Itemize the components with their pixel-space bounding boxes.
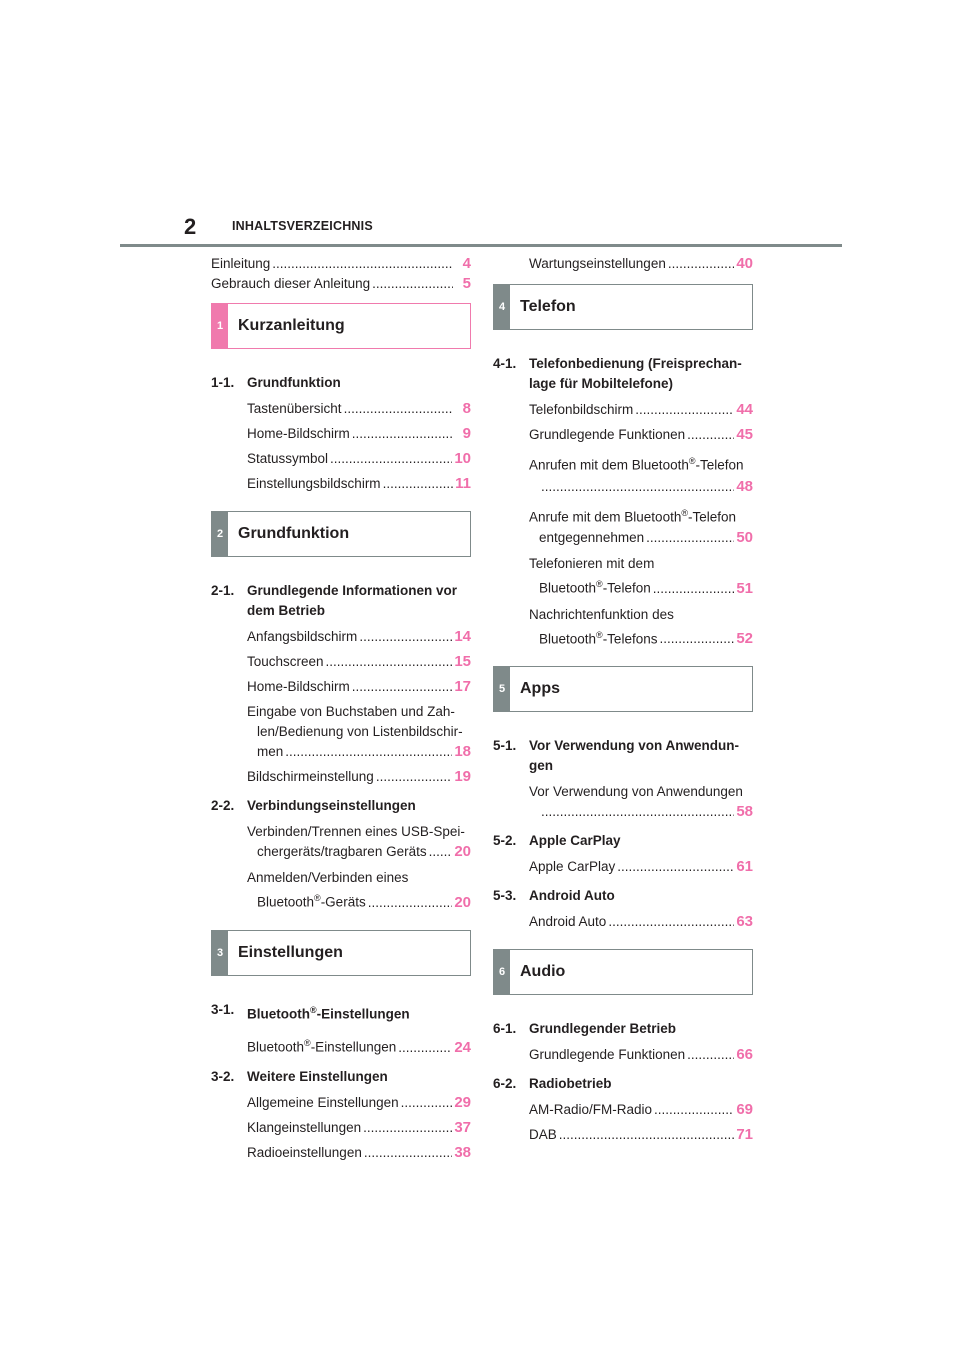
page-link[interactable]: 51 xyxy=(736,579,753,597)
page-link[interactable]: 58 xyxy=(736,803,753,820)
toc-left-column xyxy=(211,254,471,1162)
chapter-tab: 2 xyxy=(212,512,228,556)
section-heading: 3-2. Weitere Einstellungen xyxy=(211,1068,388,1084)
page-link[interactable]: 40 xyxy=(736,255,753,272)
toc-entry[interactable]: Anmelden/Verbinden eines Bluetooth®-Geräts ..... 20 xyxy=(211,867,471,912)
toc-entry[interactable]: Bildschirmeinstellung ..... 19 xyxy=(211,767,471,786)
section-heading: 4-1. Telefonbedienung (Freisprechan- lage für Mobiltelefone) xyxy=(493,356,742,391)
chapter-tab: 5 xyxy=(494,667,510,711)
toc-entry[interactable]: Grundlegende Funktionen ..... 45 xyxy=(493,425,753,444)
toc-entry[interactable]: Bluetooth®-Einstellungen ..... 24 xyxy=(211,1034,471,1057)
toc-entry[interactable]: Apple CarPlay ..... 61 xyxy=(493,857,753,876)
toc-entry[interactable]: Home-Bildschirm ..... 9 xyxy=(211,424,471,443)
page-link[interactable]: 18 xyxy=(454,743,471,760)
toc-right-column xyxy=(493,254,753,1144)
toc-entry[interactable]: Einstellungsbildschirm ..... 11 xyxy=(211,474,471,493)
toc-entry[interactable]: Android Auto ..... 63 xyxy=(493,912,753,931)
page-link[interactable]: 24 xyxy=(454,1038,471,1056)
chapter-title: Grundfunktion xyxy=(238,525,350,542)
page-link[interactable]: 19 xyxy=(454,768,471,785)
chapter-tab: 4 xyxy=(494,285,510,329)
page-link[interactable]: 10 xyxy=(454,450,471,467)
toc-entry[interactable]: Einleitung ..... 4 xyxy=(211,254,471,273)
page-number: 2 xyxy=(184,214,197,239)
toc-entry[interactable]: Wartungseinstellungen ..... 40 xyxy=(493,254,753,273)
page-link[interactable]: 9 xyxy=(462,425,471,442)
toc-entry[interactable]: Touchscreen ..... 15 xyxy=(211,652,471,671)
page-link[interactable]: 11 xyxy=(455,475,471,492)
chapter-box-grundfunktion[interactable] xyxy=(211,511,471,557)
chapter-title: Audio xyxy=(520,963,566,980)
toc-entry[interactable]: DAB ..... 71 xyxy=(493,1125,753,1144)
page-link[interactable]: 61 xyxy=(736,858,753,875)
chapter-tab: 6 xyxy=(494,950,510,994)
page-link[interactable]: 45 xyxy=(736,426,753,443)
toc-entry[interactable]: Anfangsbildschirm ..... 14 xyxy=(211,627,471,646)
toc-entry[interactable]: Allgemeine Einstellungen ..... 29 xyxy=(211,1093,471,1112)
page-link[interactable]: 50 xyxy=(736,529,753,546)
section-heading: 6-1. Grundlegender Betrieb xyxy=(493,1021,677,1036)
section-heading: 3-1. Bluetooth®-Einstellungen xyxy=(211,1001,410,1021)
chapter-box-telefon[interactable] xyxy=(493,284,753,330)
toc-entry[interactable]: Vor Verwendung von Anwendungen ..... 58 xyxy=(493,782,753,821)
section-heading: 6-2. Radiobetrieb xyxy=(493,1076,612,1091)
header-title: INHALTSVERZEICHNIS xyxy=(232,219,373,233)
header-rule xyxy=(120,244,842,247)
toc-entry[interactable]: Nachrichtenfunktion des Bluetooth®-Telefons ..... 52 xyxy=(493,604,753,649)
section-heading: 5-1. Vor Verwendung von Anwendun- gen xyxy=(493,738,740,773)
page-link[interactable]: 14 xyxy=(454,628,471,645)
page-link[interactable]: 52 xyxy=(736,630,753,647)
page-link[interactable]: 29 xyxy=(454,1093,471,1111)
page-link[interactable]: 37 xyxy=(454,1118,471,1136)
chapter-box-audio[interactable] xyxy=(493,949,753,995)
page-link[interactable]: 15 xyxy=(454,653,471,670)
toc-entry[interactable]: Statussymbol ..... 10 xyxy=(211,449,471,468)
page-link[interactable]: 44 xyxy=(736,401,753,418)
toc-entry[interactable]: Eingabe von Buchstaben und Zah- len/Bedienung von Listenbildschir- men ..... 18 xyxy=(211,702,471,761)
chapter-title: Kurzanleitung xyxy=(238,317,345,334)
toc-entry[interactable]: Tastenübersicht ..... 8 xyxy=(211,399,471,418)
section-heading: 2-2. Verbindungseinstellungen xyxy=(211,798,416,813)
section-heading: 5-2. Apple CarPlay xyxy=(493,833,621,848)
section-heading: 1-1. Grundfunktion xyxy=(211,375,341,390)
page-link[interactable]: 71 xyxy=(736,1126,753,1143)
toc-entry[interactable]: Home-Bildschirm ..... 17 xyxy=(211,677,471,696)
toc-entry[interactable]: Klangeinstellungen ..... 37 xyxy=(211,1118,471,1137)
section-heading: 5-3. Android Auto xyxy=(493,888,615,903)
chapter-title: Telefon xyxy=(520,298,576,315)
toc-entry[interactable]: Gebrauch dieser Anleitung ..... 5 xyxy=(211,274,471,293)
chapter-box-apps[interactable] xyxy=(493,666,753,712)
page-link[interactable]: 38 xyxy=(454,1143,471,1161)
toc-entry[interactable]: Anrufen mit dem Bluetooth®-Telefon ..... 48 xyxy=(493,450,753,496)
toc-entry[interactable]: Anrufe mit dem Bluetooth®-Telefon entgegennehmen ..... 50 xyxy=(493,502,753,548)
page-link[interactable]: 4 xyxy=(462,255,471,272)
chapter-title: Einstellungen xyxy=(238,943,343,961)
page-link[interactable]: 66 xyxy=(736,1046,753,1063)
page-link[interactable]: 17 xyxy=(454,678,471,695)
page-link[interactable]: 69 xyxy=(736,1101,753,1118)
chapter-tab: 1 xyxy=(212,304,228,348)
page-link[interactable]: 20 xyxy=(454,843,471,860)
toc-entry[interactable]: Telefonbildschirm ..... 44 xyxy=(493,400,753,419)
chapter-tab: 3 xyxy=(212,931,228,975)
page-link[interactable]: 5 xyxy=(462,275,471,292)
chapter-box-kurzanleitung[interactable] xyxy=(211,303,471,349)
toc-entry[interactable]: Verbinden/Trennen eines USB-Spei- chergeräts/tragbaren Geräts ..... 20 xyxy=(211,822,471,861)
toc-entry[interactable]: Telefonieren mit dem Bluetooth®-Telefon ..... 51 xyxy=(493,553,753,598)
page-link[interactable]: 20 xyxy=(454,893,471,911)
page-link[interactable]: 63 xyxy=(736,913,753,930)
chapter-box-einstellungen[interactable] xyxy=(211,930,471,976)
chapter-title: Apps xyxy=(520,680,560,697)
page-link[interactable]: 48 xyxy=(736,477,753,495)
toc-entry[interactable]: AM-Radio/FM-Radio ..... 69 xyxy=(493,1100,753,1119)
toc-entry[interactable]: Radioeinstellungen ..... 38 xyxy=(211,1143,471,1162)
toc-entry[interactable]: Grundlegende Funktionen ..... 66 xyxy=(493,1045,753,1064)
page-link[interactable]: 8 xyxy=(462,400,471,417)
section-heading: 2-1. Grundlegende Informationen vor dem Betrieb xyxy=(211,583,458,618)
